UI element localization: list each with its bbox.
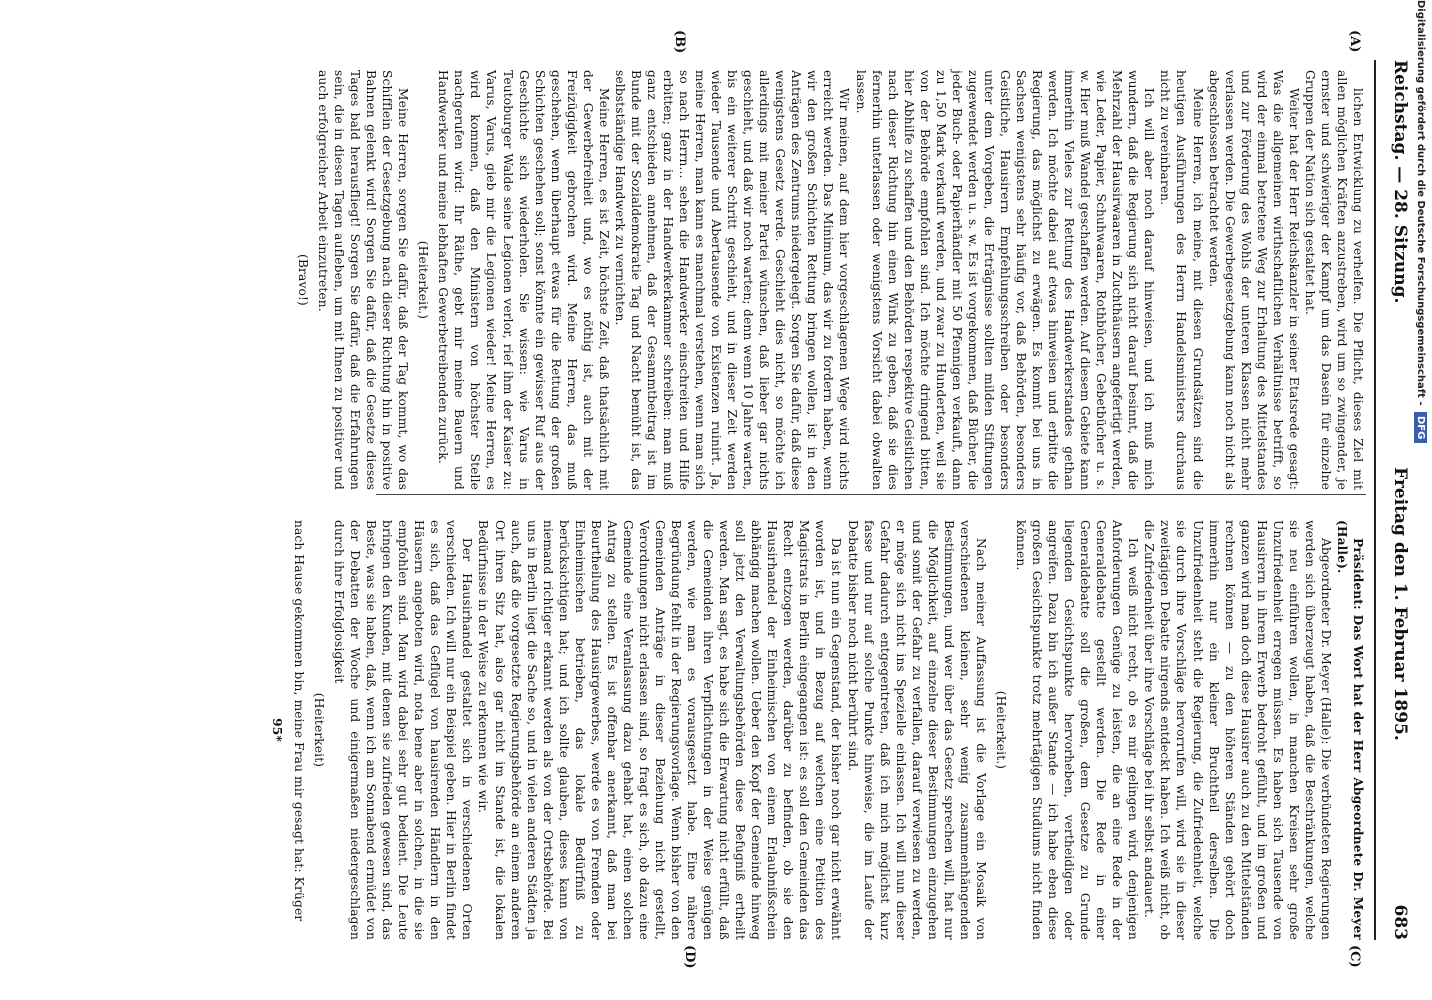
speaker-line: Präsident: Das Wort hat der Herr Abgeordnete Dr. Meyer (Halle). bbox=[1334, 520, 1365, 940]
paragraph: Da ist nun ein Gegenstand, der bisher noch gar nicht erwähnt worden ist, und in Bezug auf welchen eine Petition des Magistrats in Berlin eingegangen ist: es soll den Gemeinden das Recht entzogen werden, darüber zu befinden, ob sie den Hausirhandel der Einheimischen von einem Erlaubnißschein abhängig machen wollen. Ueber den Kopf der Gemeinde hinweg soll jetzt den Verwaltungsbehörden diese Befugniß ertheilt werden. Man sagt, es habe sich die Erwartung nicht erfüllt, daß die Gemeinden ihren Verpflichtungen in der Weise genügen werden, wie man es vorausgesetzt habe. Eine nähere Begründung fehlt in der Regierungsvorlage. Wenn bisher von den Gemeinden Anträge in dieser Beziehung nicht gestellt, Verordnungen nicht erlassen sind, so fragt es sich, ob dazu eine Gemeinde eine Veranlassung dazu gehabt hat, einen solchen Antrag zu stellen. Es ist offenbar anerkannt, daß man bei Beurtheilung des Hausirgewerbes, werde es von Fremden oder Einheimischen betrieben, das lokale Bedürfniß zu berücksichtigen hat; und ich sollte glauben, dieses kann von niemand richtiger erkannt werden als von der Ortsbehörde. Bei uns in Berlin liegt die Sache so, und in vielen anderen Städten ja auch, daß die vorgesetzte Regierungsbehörde an einem anderen Ort ihren Sitz hat, also gar nicht im Stande ist, die lokalen Bedürfnisse in der Weise zu erkennen wie wir. bbox=[476, 520, 844, 940]
margin-mark-d: (D) bbox=[682, 945, 697, 969]
interjection: (Heiterkeit.) bbox=[993, 690, 1008, 770]
right-column bbox=[269, 520, 1366, 940]
paragraph: Weiter hat der Herr Reichskanzler in seiner Etatsrede gesagt: Was die allgemeinen wirthschaftlichen Verhältnisse betrifft, so wird der einmal betretene Weg zur Erhaltung des Mittelstandes und zur Förderung des Wohls der unteren Klassen nicht mehr verlassen werden. Die Gewerbegesetzgebung kann noch nicht als abgeschlossen betrachtet werden. bbox=[1206, 70, 1301, 490]
paragraph: Meine Herren, ich meine, mit diesen Grundsätzen sind die heutigen Ausführungen des Herrn Handelsministers durchaus nicht zu vereinbaren. bbox=[1158, 70, 1205, 490]
paragraph: Abgeordneter Dr. Meyer (Halle): Die verbündeten Regierungen werden sich überzeugt haben, daß die Beschränkungen, welche sie neu einführen wollen, in manchen Kreisen sehr große Unzufriedenheit erregen müssen. Es haben sich Tausende von Hausirern in ihrem Erwerb bedroht gefühlt, und im großen und ganzen wird man doch diese Hausirer auch zu den Mittelständen rechnen können — zu den höheren Ständen gehört doch immerhin nur ein kleiner Bruchtheil derselben. Die Unzufriedenheit steht die Regierung, die Zufriedenheit, welche sie durch ihre Vorschläge hervorrufen will, wird sie in dieser zweitägigen Debatte nirgends entdeckt haben. Ich weiß nicht, ob die Zufriedenheit über ihre Vorschläge bei ihr selbst andauert. bbox=[1142, 520, 1333, 940]
paragraph: Ich will aber noch darauf hinweisen, und ich muß mich wundern, daß die Regierung sich nicht darauf besinnt, daß die Mehrzahl der Hausirwaaren in Zuchthäusern angefertigt werden, wie Leder, Papier, Schuhwaaren, Rothbücher, Gebetbücher u. s. w. Hier muß Wandel geschaffen werden. Auf diesem Gebiete kann immerhin Vieles zur Rettung des Handwerkerstandes gethan werden. Ich möchte dabei auf etwas hinweisen und erbitte die Regierung, das möglichst zu erwägen. Es kommt bei uns in Sachsen wenigstens sehr häufig vor, daß Behörden, besonders Geistliche, Hausirern Empfehlungsschreiben oder besonders unter dem Vorgeben, die Erträgnisse sollten milden Stiftungen zugewendet werden u. s. w. Es ist vorgekommen, daß Bücher, die jeder Buch- oder Papierhändler mit 50 Pfennigen verkauft, dann zu 1,50 Mark verkauft werden, und zwar zu Hunderten, weil sie von der Behörde empfohlen sind. Ich möchte dringend bitten, hier Abhilfe zu schaffen und den Behörden respektive Geistlichen nach dieser Richtung hin einen Wink zu geben, daß sie dies fernerhin unterlassen oder wenigstens Vorsicht dabei obwalten lassen. bbox=[853, 70, 1157, 490]
header-center: Freitag den 1. Februar 1895. bbox=[1390, 467, 1410, 741]
dfg-credit-vertical bbox=[1408, 0, 1430, 1000]
header-rule bbox=[1374, 60, 1376, 940]
paragraph: Wir meinen, auf dem hier vorgeschlagenen Wege wird nichts erreicht werden. Das Minimum, das wir zu fordern haben, wenn wir den großen Schichten Rettung bringen wollen, ist in den Anträgen des Zentrums niedergelegt. Sorgen Sie dafür, daß diese wenigstens Gesetz werde. Geschieht dies nicht, so möchte ich allerdings mit meiner Partei wünschen, daß lieber gar nichts geschieht, und daß wir noch warten; denn wenn 10 Jahre warten, bis ein weiterer Schritt geschieht, und in dieser Zeit werden wieder Tausende und Abertausende von Existenzen ruinirt. Ja, meine Herren, man kann es manchmal verstehen, wenn man sich so nach Herrn... sehen die Handwerker einschreiten und Hilfe erbitten; ganz in der Handwerkerkammer schreiben: man muß ganz entschieden annehmen, daß der Gesammtbeitrag ist im Bunde mit der Sozialdemokratie Tag und Nacht bemüht ist, das selbstständige Handwerk zu vernichten. bbox=[612, 70, 852, 490]
signature-mark: 95* bbox=[269, 718, 284, 742]
paragraph: Ich weiß nicht recht, ob es mir gelingen wird, denjenigen Anforderungen Genüge zu leisten, die an eine Rede in der Generaldebatte gestellt werden. Die Rede in einer Generaldebatte soll die großen, dem Gesetze zu Grunde liegenden Gesichtspunkte hervorheben, vertheidigen oder angreifen. Dazu bin ich außer Stande — ich habe eben diese großen Gesichtspunkte trotz mehrtägigen Studiums nicht finden können. bbox=[1014, 520, 1141, 940]
dfg-logo: DFG bbox=[1414, 412, 1427, 443]
header-left: Reichstag. — 28. Sitzung. bbox=[1390, 60, 1410, 304]
left-column bbox=[291, 70, 1366, 490]
paragraph: Meine Herren, sorgen Sie dafür, daß der Tag kommt, wo das Schifflein der Gesetzgebung nach dieser Richtung hin in positive Bahnen gelenkt wird! Sorgen Sie dafür, daß die Gesetze dieses Tages bald herausfliegt! Sorgen Sie dafür, daß die Erfahrungen sein, die in diesen Tagen aufleben, um mit Ihnen zu positiver und auch erfolgreicher Arbeit einzutreten. bbox=[316, 70, 411, 490]
paragraph: Nach meiner Auffassung ist die Vorlage ein Mosaik von verschiedenen kleinen, sehr wenig zusammenhängenden Bestimmungen, und wer über das Gesetz sprechen will, hat nur die Möglichkeit, auf einzelne dieser Bestimmungen einzugehen und somit der Gefahr zu verfallen, darauf verwiesen zu werden, er möge sich nicht ins Spezielle einlassen. Ich will nun dieser Gefahr dadurch entgegentreten, daß ich mich möglichst kurz fasse und nur auf solche Punkte hinweise, die im Laufe der Debatte bisher noch nicht berührt sind. bbox=[845, 520, 988, 940]
margin-mark-c: (C) bbox=[1347, 945, 1362, 968]
column-divider bbox=[376, 494, 1366, 495]
dfg-credit-text: Digitalisierung gefördert durch die Deutsche Forschungsgemeinschaft - bbox=[1415, 0, 1426, 406]
paragraph: lichen Entwicklung zu verhelfen. Die Pflicht, dieses Ziel mit allen möglichen Kräften anzustreben, wird um so zwingender, je ernster und schwieriger der Kampf um das Dasein für einzelne Gruppen der Nation sich gestaltet hat. bbox=[1302, 70, 1365, 490]
page-number: 683 bbox=[1390, 904, 1410, 940]
margin-mark-a: (A) bbox=[1347, 30, 1362, 53]
interjection: (Bravo!) bbox=[295, 254, 310, 306]
paragraph: Meine Herren, es ist Zeit, höchste Zeit, daß thatsächlich mit der Gewerbefreiheit und, wo es nöthig ist, auch mit der Freizügigkeit gebrochen wird. Meine Herren, das muß geschehen, wenn überhaupt etwas für die Rettung der großen Schichten geschehen soll; sonst könnte ein gewisser Ruf aus der Geschichte sich wiederholen. Sie wissen: wie Varus in Teutoburger Walde seine Legionen verlor, rief ihm der Kaiser zu: Varus, Varus, gieb mir die Legionen wieder! Meine Herren, es wird kommen, daß den Ministern von höchster Stelle nachgerufen wird: Ihr Räthe, gebt mir meine Bauern und Handwerker und meine lebhaften Gewerbetreibenden zurück. bbox=[436, 70, 611, 490]
interjection: (Heiterkeit) bbox=[312, 692, 326, 768]
paragraph: Der Hausirhandel gestaltet sich in verschiedenen Orten verschieden. Ich will nur ein Beispiel geben. Hier in Berlin findet es sich, daß das Geflügel von hausirenden Händlern in den Häusern angeboten wird, nota bene aber in solchen, in die sie empfohlen sind. Man wird dabei sehr gut bedient. Die Leute bringen den Kunden, mit denen sie zufrieden gewesen sind, das Beste, was sie haben, daß, wenn ich am Sonnabend ermüdet von der Debatten der Woche und einigermaßen niedergeschlagen durch ihre Erfolglosigkeit bbox=[332, 520, 475, 940]
paragraph: nach Hause gekommen bin, meine Frau mir gesagt hat: Krüger bbox=[291, 520, 306, 922]
margin-mark-b: (B) bbox=[672, 30, 687, 54]
interjection: (Heiterkeit.) bbox=[416, 240, 431, 320]
